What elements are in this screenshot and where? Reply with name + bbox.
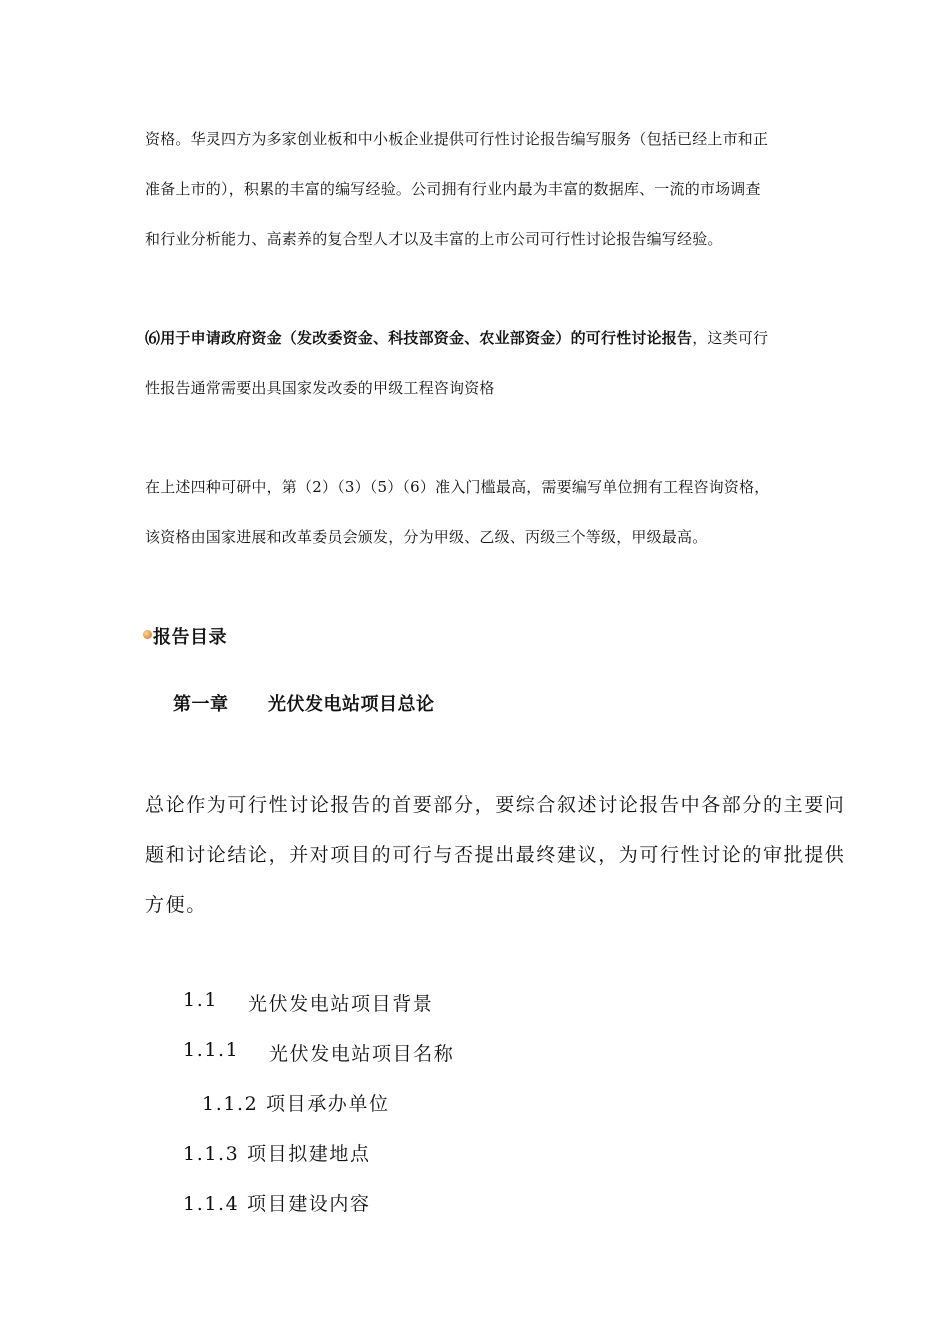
toc-number: 1.1.3 (183, 1143, 240, 1165)
toc-item-1-1-1 (183, 1039, 239, 1061)
item6-rest-text: ，这类可行 (692, 329, 769, 347)
orange-dot-icon (143, 630, 152, 639)
overview-line-3: 方便。 (145, 894, 207, 916)
item6-bold-text: ⑹用于申请政府资金（发改委资金、科技部资金、农业部资金）的可行性讨论报告 (145, 329, 693, 347)
toc-number: 1.1.2 (202, 1093, 259, 1115)
intro-line-1: 资格。华灵四方为多家创业板和中小板企业提供可行性讨论报告编写服务（包括已经上市和正 (145, 130, 769, 148)
summary-line-1: 在上述四种可研中，第（2）（3）（5）（6）准入门槛最高，需要编写单位拥有工程咨询资格， (145, 478, 770, 496)
overview-line-2: 题和讨论结论，并对项目的可行与否提出最终建议，为可行性讨论的审批提供 (145, 844, 846, 866)
toc-number: 1.1.4 (183, 1193, 240, 1215)
toc-item-1-1-2 (202, 1089, 390, 1116)
toc-title: 项目承办单位 (266, 1093, 390, 1115)
toc-number: 1.1 (183, 989, 219, 1011)
chapter1-number: 第一章 (173, 694, 229, 715)
intro-line-3: 和行业分析能力、高素养的复合型人才以及丰富的上市公司可行性讨论报告编写经验。 (145, 230, 723, 248)
toc-title: 项目建设内容 (247, 1193, 371, 1215)
item6-line-2: 性报告通常需要出具国家发改委的甲级工程咨询资格 (145, 379, 495, 397)
item6-line-1 (145, 327, 768, 348)
toc-number: 1.1.1 (183, 1039, 240, 1061)
summary-line-2: 该资格由国家进展和改革委员会颁发，分为甲级、乙级、丙级三个等级，甲级最高。 (145, 528, 708, 546)
report-toc-heading: 报告目录 (153, 627, 227, 648)
toc-item-1-1-3 (183, 1139, 371, 1166)
toc-item-1-1-1-title: 光伏发电站项目名称 (269, 1043, 455, 1065)
chapter1-title: 光伏发电站项目总论 (268, 694, 435, 715)
toc-item-1-1-4 (183, 1189, 371, 1216)
overview-line-1: 总论作为可行性讨论报告的首要部分，要综合叙述讨论报告中各部分的主要问 (145, 794, 846, 816)
toc-item-1-1-title: 光伏发电站项目背景 (248, 993, 434, 1015)
intro-line-2: 准备上市的），积累的丰富的编写经验。公司拥有行业内最为丰富的数据库、一流的市场调查 (145, 180, 761, 198)
toc-title: 项目拟建地点 (247, 1143, 371, 1165)
toc-item-1-1 (183, 989, 218, 1011)
